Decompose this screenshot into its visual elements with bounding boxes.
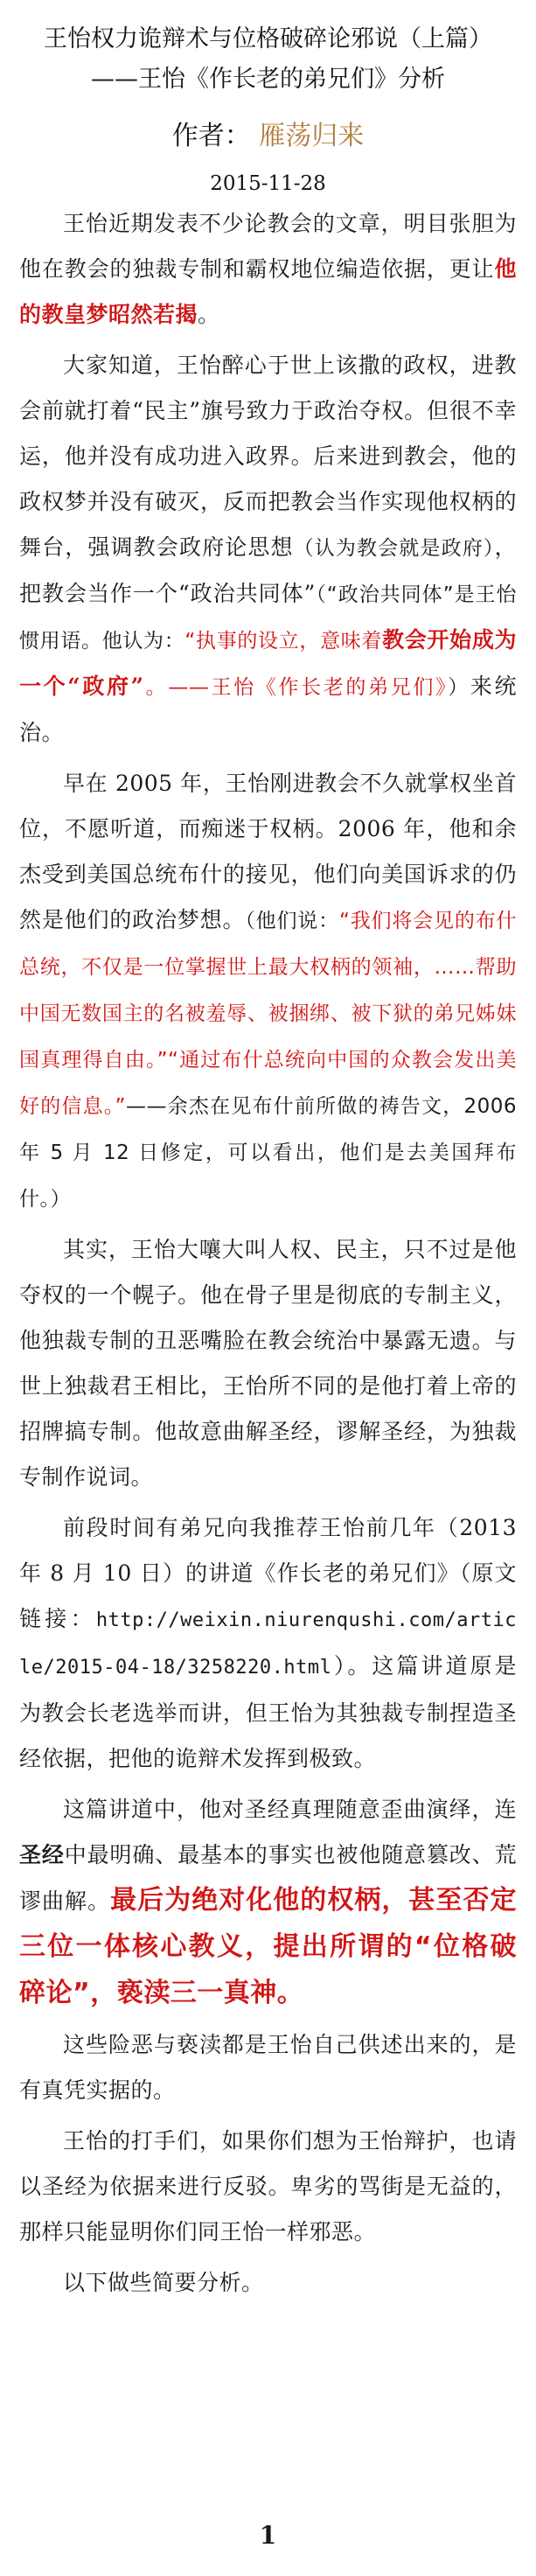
paragraph-5	[19, 1505, 517, 1782]
author-line	[0, 115, 536, 157]
p3-text: 早在 2005 年，王怡刚进教会不久就掌权坐首位，不愿听道，而痴迷于权柄。2006 年，他和余杰受到美国总统布什的接见，他们向美国诉求的仍然是他们的政治梦想。	[19, 771, 517, 932]
p1-text: 王怡近期发表不少论教会的文章，明目张胆为他在教会的独裁专制和霸权地位编造依据，更让	[19, 211, 517, 282]
paragraph-9: 以下做些简要分析。	[63, 2270, 264, 2295]
paragraph-8: 王怡的打手们，如果你们想为王怡辩护，也请以圣经为依据来进行反驳。卑劣的骂街是无益的，那样只能显明你们同王怡一样邪恶。	[19, 2128, 517, 2244]
p2-end: 来统治。	[19, 674, 517, 745]
p2-text: 大家知道，王怡醉心于世上该撒的政权，进教会前就打着“民主”旗号致力于政治夺权。但很不幸运，他并没有成功进入政界。后来进到教会，他的政权梦并没有破灭，反而把教会当作实现他权柄的舞台，强调教会政府论思想	[19, 353, 517, 560]
p6-text-2: 中最明确、最基本的事实也被他随意篡改、荒谬曲解。	[19, 1842, 517, 1914]
p6-text: 这篇讲道中，他对圣经真理随意歪曲演绎，连	[63, 1797, 517, 1822]
paragraph-3	[19, 761, 517, 1222]
p3-quote-1: “我们将会见的布什总统，不仅是一位掌握世上最大权柄的领袖，……帮助中国无数国主的名被羞辱、被捆绑、被下狱的弟兄姊妹国真理得自由。”	[19, 910, 517, 1072]
p1-end: 。	[198, 302, 220, 327]
p6-highlight: 最后为绝对化他的权柄，甚至否定三位一体核心教义，提出所谓的“位格破碎论”，亵渎三一真神。	[19, 1885, 517, 2008]
p1-highlight: 他的教皇梦昭然若揭	[19, 256, 517, 327]
p3-note-open: （他们说：	[245, 910, 339, 932]
p5-text: 前段时间有弟兄向我推荐王怡前几年（2013 年 8 月 10 日）的讲道《作长老的弟兄们》（原文链接：	[19, 1515, 517, 1631]
article-body	[0, 201, 536, 2306]
p5-text-2: ）。这篇讲道原是为教会长老选举而讲，但王怡为其独裁专制捏造圣经依据，把他的诡辩术发挥到极致。	[19, 1653, 517, 1771]
p2-note: （“政治共同体”是王怡惯用语。他认为：	[19, 583, 517, 653]
page-number: 1	[259, 2521, 277, 2550]
p2-aside: （认为教会就是政府）	[293, 537, 495, 560]
p3-quote-2: “通过布什总统向中国的众教会发出美好的信息。”	[19, 1049, 517, 1118]
author-label: 作者：	[171, 121, 251, 151]
p2-text-2: ，把教会当作一个“政治共同体”	[19, 534, 517, 606]
title-block	[0, 19, 536, 100]
author-name: 雁荡归来	[259, 121, 365, 151]
p2-note-close: ）	[448, 676, 470, 699]
paragraph-1	[19, 201, 517, 338]
p2-quote-source: 。——王怡《作长老的弟兄们》	[143, 676, 449, 699]
paragraph-7: 这些险恶与亵渎都是王怡自己供述出来的，是有真凭实据的。	[19, 2032, 517, 2103]
p2-quote-start: “执事的设立，意味着	[184, 630, 383, 653]
publish-date: 2015-11-28	[210, 172, 326, 195]
paragraph-2	[19, 343, 517, 756]
p3-note-source: ——余杰在见布什前所做的祷告文，2006 年 5 月 12 日修定，可以看出，他们是去美国拜布什。）	[19, 1095, 517, 1211]
paragraph-6	[19, 1787, 517, 2017]
p2-quote-bold: 教会开始成为一个“政府”	[19, 627, 517, 699]
paragraph-4: 其实，王怡大嚷大叫人权、民主，只不过是他夺权的一个幌子。他在骨子里是彻底的专制主义，他独裁专制的丑恶嘴脸在教会统治中暴露无遗。与世上独裁君王相比，王怡所不同的是他打着上帝的招牌搞专制。他故意曲解圣经，谬解圣经，为独裁专制作说词。	[19, 1237, 517, 1490]
source-link[interactable]: http://weixin.niurenqushi.com/article/2015-04-18/3258220.html	[19, 1609, 517, 1679]
document-page	[0, 19, 536, 2550]
title-line-1: 王怡权力诡辩术与位格破碎论邪说（上篇）	[44, 25, 492, 52]
p6-bold-word: 圣经	[19, 1842, 65, 1867]
title-line-2: ——王怡《作长老的弟兄们》分析	[91, 66, 445, 93]
